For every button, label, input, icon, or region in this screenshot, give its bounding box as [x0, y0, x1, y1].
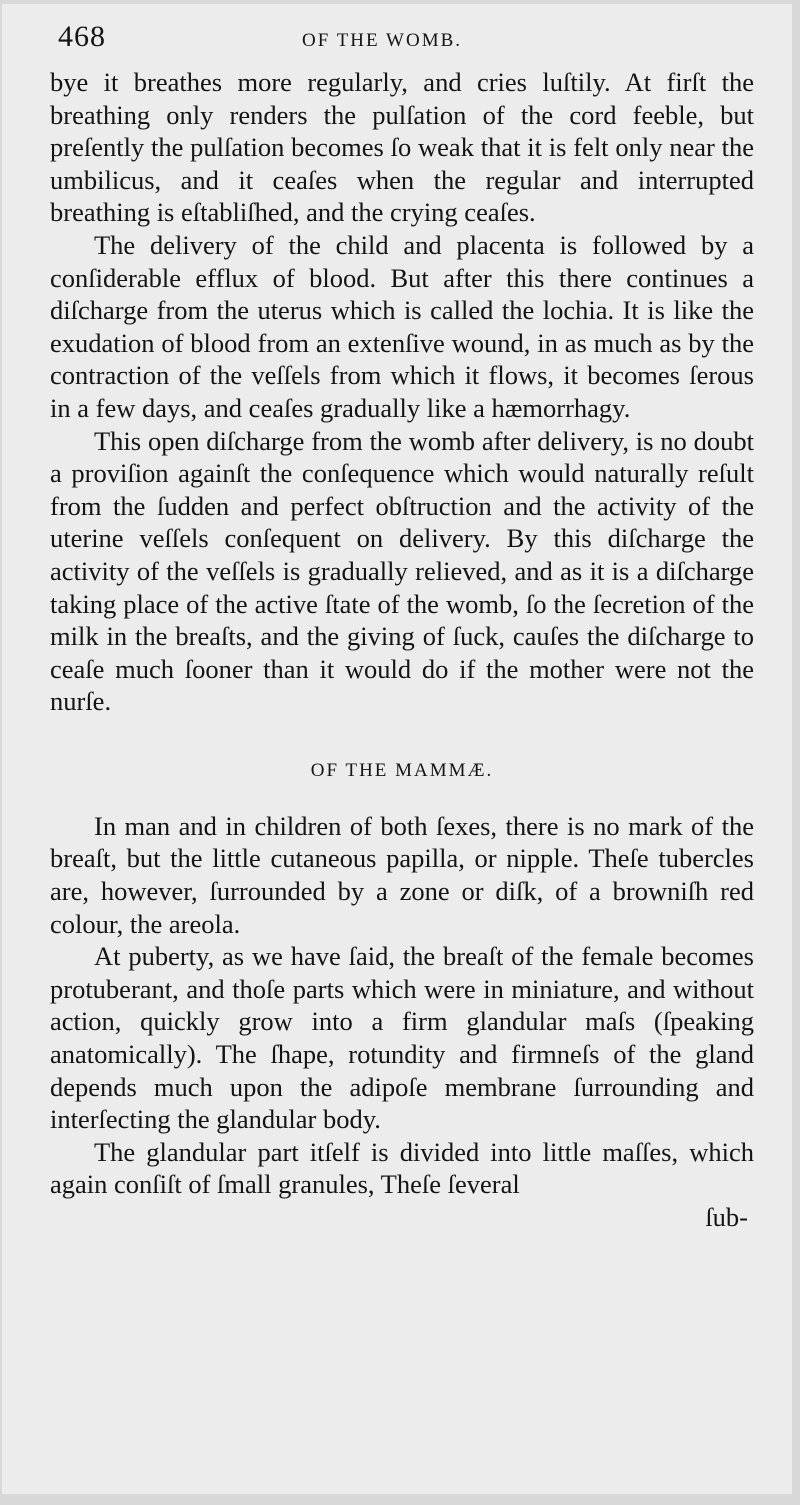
paragraph-4: In man and in children of both ſexes, there is no mark of the breaſt, but the little cutaneous papilla, or nipple. Theſe tubercles are, however, ſurrounded by a zone or diſk, of a browniſh red colour, the areola. — [50, 810, 754, 939]
paragraph-6: The glandular part itſelf is divided into little maſſes, which again conſiſt of ſmall granules, Theſe ſeveral — [50, 1136, 754, 1200]
section-heading: OF THE MAMMÆ. — [310, 759, 494, 781]
catchword: ſub- — [705, 1202, 748, 1232]
page-number: 468 — [58, 20, 106, 53]
running-head — [50, 16, 754, 66]
paragraph-3: This open diſcharge from the womb after delivery, is no doubt a proviſion againſt the conſequence which would naturally reſult from the ſudden and perfect obſtruction and the activity of the uterine veſſels conſequent on delivery. By this diſcharge the activity of the veſſels is gradually relieved, and as it is a diſcharge taking place of the active ſtate of the womb, ſo the ſecretion of the milk in the breaſts, and the giving of ſuck, cauſes the diſcharge to ceaſe much ſooner than it would do if the mother were not the nurſe. — [50, 425, 754, 717]
paragraph-5: At puberty, as we have ſaid, the breaſt of the female becomes protuberant, and thoſe parts which were in miniature, and without action, quickly grow into a firm glandular maſs (ſpeaking anatomically). The ſhape, rotundity and firmneſs of the gland depends much upon the adipoſe membrane ſurrounding and interſecting the glandular body. — [50, 941, 754, 1135]
paragraph-1: bye it breathes more regularly, and cries luſtily. At firſt the breathing only renders the pulſation of the cord feeble, but preſently the pulſation becomes ſo weak that it is felt only near the umbilicus, and it ceaſes when the regular and interrupted breathing is eſtabliſhed, and the crying ceaſes. — [50, 67, 754, 228]
book-page — [2, 4, 792, 1494]
running-title: OF THE WOMB. — [302, 30, 463, 51]
paragraph-2: The delivery of the child and placenta is followed by a conſiderable efflux of blood. But after this there continues a diſcharge from the uterus which is called the lochia. It is like the exudation of blood from an extenſive wound, in as much as by the contraction of the veſſels from which it flows, it becomes ſerous in a few days, and ceaſes gradually like a hæmorrhagy. — [50, 229, 754, 423]
